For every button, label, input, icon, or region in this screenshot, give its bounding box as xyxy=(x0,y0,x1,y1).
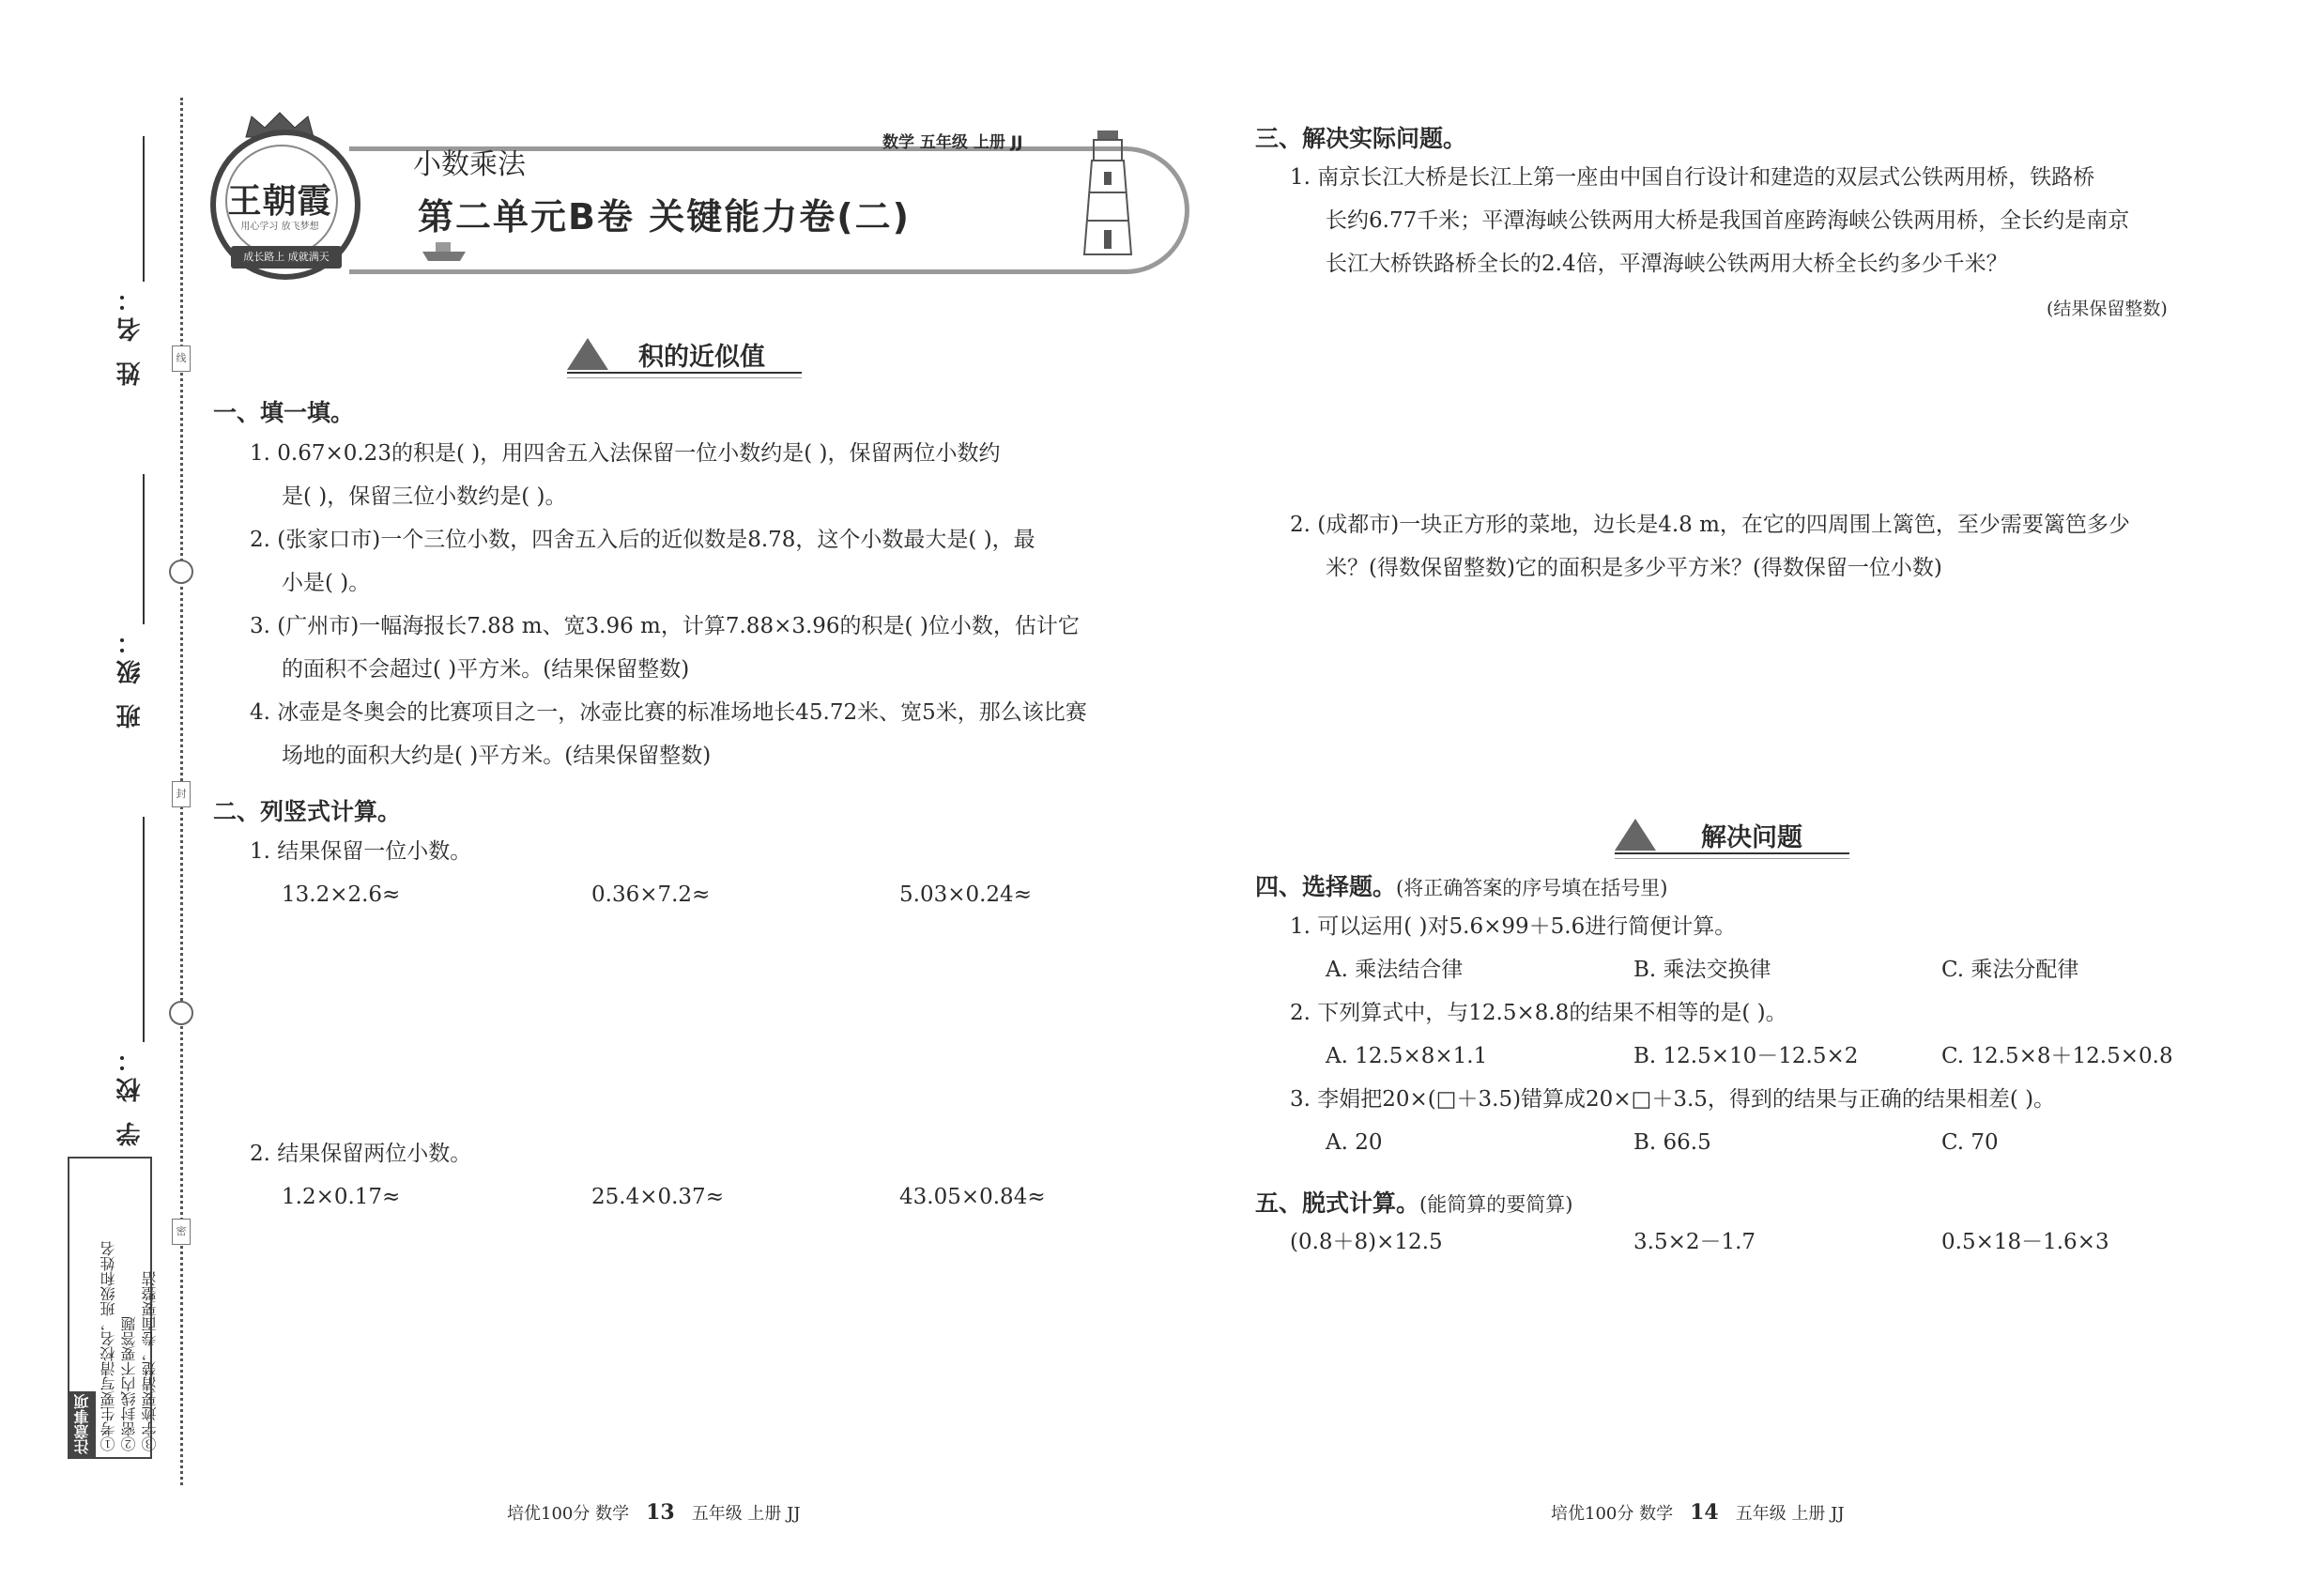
section-title: 积的近似值 xyxy=(638,343,765,372)
fill-question-line: 4. 冰壶是冬奥会的比赛项目之一，冰壶比赛的标准场地长45.72米、宽5米，那么该比赛 xyxy=(250,700,1087,725)
fill-question-line: 场地的面积大约是( )平方米。(结果保留整数) xyxy=(282,744,712,768)
cut-mark-seal: 封 xyxy=(172,781,191,807)
choice-option: A. 20 xyxy=(1326,1130,1383,1155)
word-problem-line: 2. (成都市)一块正方形的菜地，边长是4.8 m，在它的四周围上篱笆，至少需要篱笆多少 xyxy=(1290,513,2130,537)
class-blank-line xyxy=(143,474,145,624)
fill-question-line: 小是( )。 xyxy=(282,571,371,595)
choice-option: C. 70 xyxy=(1941,1130,1999,1155)
brand-slogan: 用心学习 放飞梦想 xyxy=(240,222,319,232)
section-header-solve xyxy=(1615,815,1859,856)
fill-question-line: 3. (广州市)一幅海报长7.88 m、宽3.96 m，计算7.88×3.96的积是( )位小数，估计它 xyxy=(250,614,1080,638)
brand-logo: 王朝霞 xyxy=(227,181,332,221)
choice-option: B. 12.5×10－12.5×2 xyxy=(1633,1044,1859,1068)
notice-title: 注意事项 xyxy=(69,1391,96,1457)
binding-hole-icon xyxy=(169,560,193,584)
calc-expression: 13.2×2.6≈ xyxy=(282,882,401,907)
school-blank-line xyxy=(143,817,145,1042)
book-meta: 数学 五年级 上册 JJ xyxy=(882,133,1023,152)
page-number: 13 xyxy=(646,1500,675,1525)
choice-question: 3. 李娟把20×(□＋3.5)错算成20×□＋3.5，得到的结果与正确的结果相差( )。 xyxy=(1290,1087,2056,1112)
section-title: 解决问题 xyxy=(1701,823,1802,852)
word-problem-line: 1. 南京长江大桥是长江上第一座由中国自行设计和建造的双层式公铁两用桥，铁路桥 xyxy=(1290,165,2095,190)
school-label: 学 校： xyxy=(116,1042,145,1147)
part4-title: 四、选择题。 xyxy=(1255,873,1397,900)
brand-ribbon: 成长路上 成就满天 xyxy=(231,246,342,269)
calc-expression: 0.36×7.2≈ xyxy=(591,882,711,907)
choice-option: B. 乘法交换律 xyxy=(1633,958,1771,982)
part1-heading: 一、填一填。 xyxy=(213,399,355,426)
cut-mark-line: 线 xyxy=(172,345,191,372)
footer-series: 培优100分 数学 xyxy=(507,1504,630,1524)
calc-expression: 0.5×18－1.6×3 xyxy=(1941,1230,2109,1254)
section-header-approx xyxy=(567,334,811,376)
cut-mark-secret: 密 xyxy=(172,1219,191,1245)
name-label: 姓 名： xyxy=(116,282,145,387)
subject-tag: 小数乘法 xyxy=(413,148,526,181)
fill-question-line: 的面积不会超过( )平方米。(结果保留整数) xyxy=(282,657,690,682)
sailboat-icon xyxy=(1615,819,1656,851)
choice-question: 1. 可以运用( )对5.6×99＋5.6进行简便计算。 xyxy=(1290,914,1737,939)
footer-grade: 五年级 上册 JJ xyxy=(691,1504,801,1524)
choice-option: A. 乘法结合律 xyxy=(1326,958,1464,982)
notice-item: ③字迹要清楚，卷面要整洁 xyxy=(141,1271,159,1451)
binding-hole-icon xyxy=(169,1001,193,1025)
page-footer-left xyxy=(507,1500,801,1525)
calc-expression: 3.5×2－1.7 xyxy=(1633,1230,1756,1254)
calc-subheading: 1. 结果保留一位小数。 xyxy=(250,839,472,864)
part3-heading: 三、解决实际问题。 xyxy=(1255,125,1467,152)
word-problem-line: 米？(得数保留整数)它的面积是多少平方米？(得数保留一位小数) xyxy=(1326,556,1942,580)
fill-question-line: 2. (张家口市)一个三位小数，四舍五入后的近似数是8.78，这个小数最大是( )，最 xyxy=(250,528,1035,552)
word-problem-line: 长约6.77千米；平潭海峡公铁两用大桥是我国首座跨海峡公铁两用桥，全长约是南京 xyxy=(1326,208,2130,233)
choice-option: A. 12.5×8×1.1 xyxy=(1326,1044,1488,1068)
choice-option: B. 66.5 xyxy=(1633,1130,1711,1155)
page-number: 14 xyxy=(1690,1500,1719,1525)
word-problem-line: 长江大桥铁路桥全长的2.4倍，平潭海峡公铁两用大桥全长约多少千米？ xyxy=(1326,252,2008,276)
part4-heading xyxy=(1255,868,1667,902)
part5-note: (能简算的要简算) xyxy=(1419,1193,1573,1216)
notice-item: ①考生要写清校名，班级和姓名 xyxy=(100,1241,117,1451)
page-title: 第二单元B卷 关键能力卷(二) xyxy=(418,196,911,238)
ship-icon xyxy=(421,235,468,263)
choice-option: C. 乘法分配律 xyxy=(1941,958,2079,982)
notice-item: ②密封线内不要答题 xyxy=(120,1316,138,1451)
sailboat-icon xyxy=(567,338,608,370)
word-problem-note: (结果保留整数) xyxy=(2047,299,2168,319)
class-label: 班 级： xyxy=(116,624,145,729)
part2-heading: 二、列竖式计算。 xyxy=(213,798,402,825)
part5-heading xyxy=(1255,1185,1572,1219)
part4-note: (将正确答案的序号填在括号里) xyxy=(1396,877,1668,899)
calc-expression: 5.03×0.24≈ xyxy=(899,882,1032,907)
footer-grade: 五年级 上册 JJ xyxy=(1735,1504,1845,1524)
part5-title: 五、脱式计算。 xyxy=(1255,1189,1420,1217)
calc-expression: (0.8＋8)×12.5 xyxy=(1290,1230,1443,1254)
footer-series: 培优100分 数学 xyxy=(1551,1504,1674,1524)
fill-question-line: 是( )，保留三位小数约是( )。 xyxy=(282,484,567,509)
calc-expression: 25.4×0.37≈ xyxy=(591,1185,724,1209)
choice-option: C. 12.5×8＋12.5×0.8 xyxy=(1941,1044,2173,1068)
fill-question-line: 1. 0.67×0.23的积是( )，用四舍五入法保留一位小数约是( )，保留两位小数约 xyxy=(250,441,1001,466)
choice-question: 2. 下列算式中，与12.5×8.8的结果不相等的是( )。 xyxy=(1290,1001,1787,1025)
calc-subheading: 2. 结果保留两位小数。 xyxy=(250,1142,472,1166)
notice-box xyxy=(68,1157,159,1459)
calc-expression: 1.2×0.17≈ xyxy=(282,1185,401,1209)
lighthouse-icon xyxy=(1075,127,1141,258)
page-footer-right xyxy=(1551,1500,1845,1525)
calc-expression: 43.05×0.84≈ xyxy=(899,1185,1046,1209)
